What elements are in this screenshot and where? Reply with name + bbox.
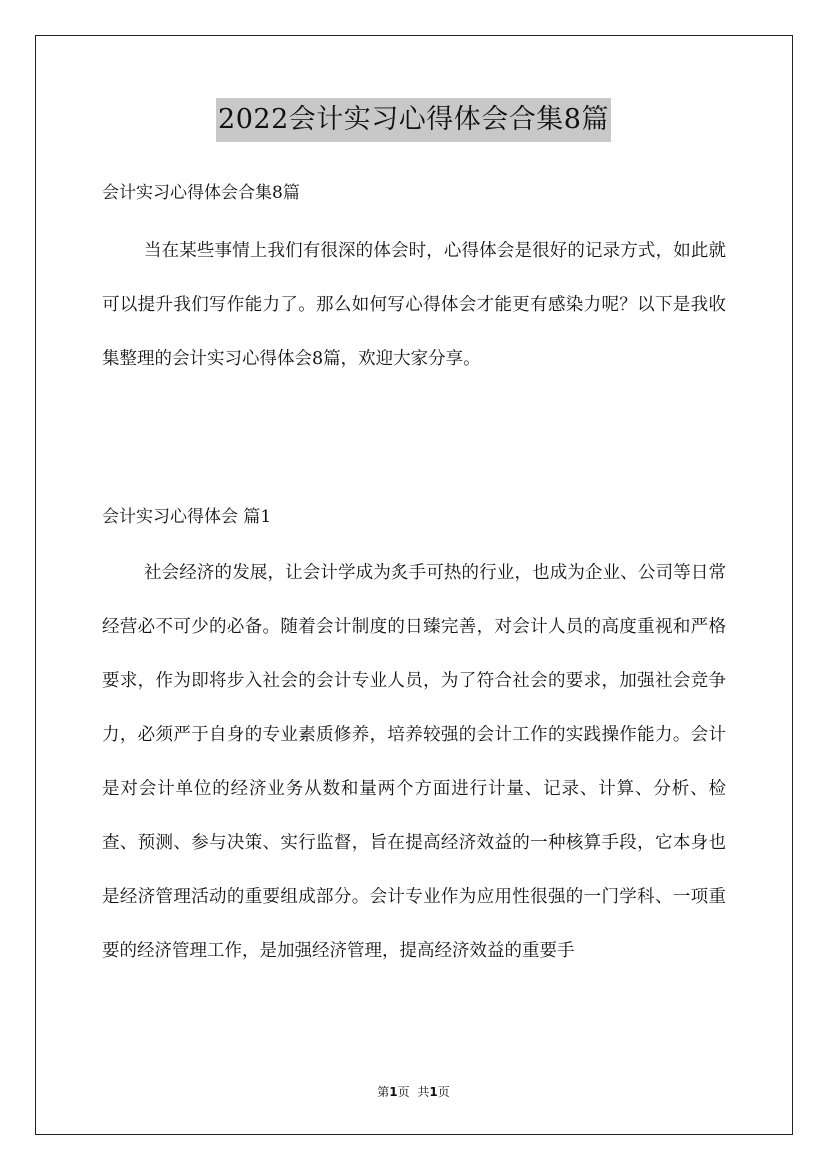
page-footer [0,1083,827,1101]
document-title [0,98,827,142]
document-subtitle: 会计实习心得体会合集8篇 [102,183,300,203]
document-title-text: 2022会计实习心得体会合集8篇 [216,98,611,142]
section-heading: 会计实习心得体会 篇1 [102,507,272,527]
intro-paragraph: 当在某些事情上我们有很深的体会时，心得体会是很好的记录方式，如此就可以提升我们写作能力了。那么如何写心得体会才能更有感染力呢？以下是我收集整理的会计实习心得体会8篇，欢迎大家分享。 [102,241,726,369]
footer-total-suffix: 页 [437,1085,450,1099]
footer-total-prefix: 共 [417,1085,430,1099]
footer-page-prefix: 第 [377,1085,390,1099]
footer-page-number: 1 [389,1085,398,1099]
footer-total-pages: 1 [429,1085,438,1099]
footer-page-suffix: 页 [397,1085,410,1099]
section-body-paragraph: 社会经济的发展，让会计学成为炙手可热的行业，也成为企业、公司等日常经营必不可少的必备。随着会计制度的日臻完善，对会计人员的高度重视和严格要求，作为即将步入社会的会计专业人员，为了符合社会的要求，加强社会竞争力，必须严于自身的专业素质修养，培养较强的会计工作的实践操作能力。会计是对会计单位的经济业务从数和量两个方面进行计量、记录、计算、分析、检查、预测、参与决策、实行监督，旨在提高经济效益的一种核算手段，它本身也是经济管理活动的重要组成部分。会计专业作为应用性很强的一门学科、一项重要的经济管理工作，是加强经济管理，提高经济效益的重要手 [102,563,726,961]
